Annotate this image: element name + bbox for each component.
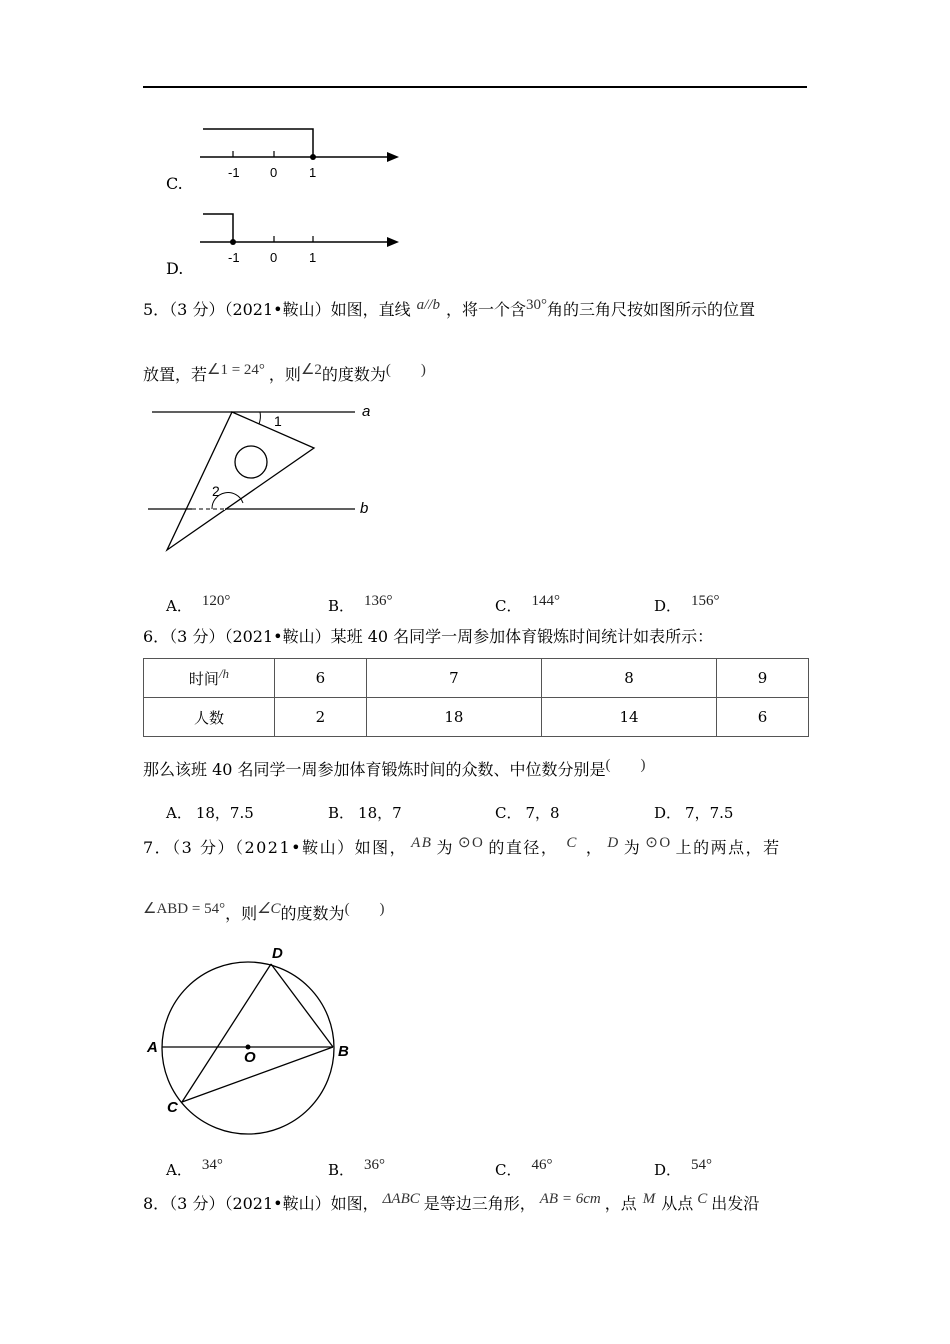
- angle-2-label: 2: [212, 483, 220, 499]
- q5-option-d[interactable]: D． 156°: [654, 593, 720, 615]
- angle-1-label: 1: [274, 413, 282, 429]
- tick-label: 1: [309, 250, 317, 265]
- table-cell: 18: [366, 698, 541, 737]
- q7-option-d[interactable]: D． 54°: [654, 1157, 713, 1179]
- q5-figure: [140, 395, 380, 560]
- point-c-label: C: [167, 1099, 178, 1116]
- line-b-label: b: [360, 500, 369, 517]
- q5-option-a[interactable]: A． 120°: [166, 593, 231, 615]
- q7-figure: [140, 940, 370, 1140]
- q5-option-c[interactable]: C． 144°: [495, 593, 560, 615]
- q4-option-d-label[interactable]: D.: [166, 259, 184, 278]
- q5-stem-line2: 放置，若∠1 = 24° ，则∠2的度数为( ): [143, 362, 426, 384]
- q7-stem-line2: ∠ABD = 54°，则∠C的度数为( ): [143, 901, 385, 923]
- line-a-label: a: [362, 403, 371, 420]
- q6-table: [143, 658, 809, 737]
- q6-stem: 6．（3 分）（2021•鞍山）某班 40 名同学一周参加体育锻炼时间统计如表所示：: [143, 627, 714, 646]
- table-cell: 9: [717, 659, 809, 698]
- tick-label: -1: [228, 250, 240, 265]
- tick-label: 0: [270, 165, 278, 180]
- table-row: [144, 698, 809, 737]
- q6-option-d[interactable]: D． 7，7.5: [654, 804, 734, 822]
- point-a-label: A: [147, 1039, 158, 1056]
- q5-stem-line1: 5．（3 分）（2021•鞍山）如图，直线 a//b ，将一个含30°角的三角尺按如图所示的位置: [143, 297, 755, 319]
- q4-option-c-label[interactable]: C.: [166, 174, 183, 193]
- table-cell: 6: [275, 659, 367, 698]
- q7-stem-line1: 7．（3 分）（2021•鞍山）如图， AB 为 ⊙O 的直径， C ， D 为 ⊙O 上的两点，若: [143, 835, 781, 857]
- q4-option-c-number-line: [195, 120, 405, 185]
- table-cell: 2: [275, 698, 367, 737]
- q7-option-b[interactable]: B． 36°: [328, 1157, 386, 1179]
- table-cell: 6: [717, 698, 809, 737]
- table-cell: 7: [366, 659, 541, 698]
- tick-label: -1: [228, 165, 240, 180]
- q7-option-a[interactable]: A． 34°: [166, 1157, 223, 1179]
- header-rule: [143, 86, 807, 88]
- point-o-label: O: [244, 1049, 256, 1066]
- q6-option-c[interactable]: C． 7，8: [495, 804, 560, 822]
- table-cell: 14: [541, 698, 716, 737]
- table-head-time: 时间/h: [144, 659, 275, 698]
- q8-stem: 8．（3 分）（2021•鞍山）如图， ΔABC 是等边三角形， AB = 6cm ，点 M 从点 C 出发沿: [143, 1191, 760, 1213]
- point-d-label: D: [272, 945, 283, 962]
- tick-label: 1: [309, 165, 317, 180]
- table-cell: 8: [541, 659, 716, 698]
- table-row: [144, 659, 809, 698]
- q5-option-b[interactable]: B． 136°: [328, 593, 393, 615]
- q6-option-b[interactable]: B． 18，7: [328, 804, 402, 822]
- table-head-count: 人数: [144, 698, 275, 737]
- q7-option-c[interactable]: C． 46°: [495, 1157, 553, 1179]
- tick-label: 0: [270, 250, 278, 265]
- point-b-label: B: [338, 1043, 349, 1060]
- q6-option-a[interactable]: A． 18，7.5: [166, 804, 254, 822]
- q6-question: 那么该班 40 名同学一周参加体育锻炼时间的众数、中位数分别是( ): [143, 757, 646, 779]
- q4-option-d-number-line: [195, 205, 405, 270]
